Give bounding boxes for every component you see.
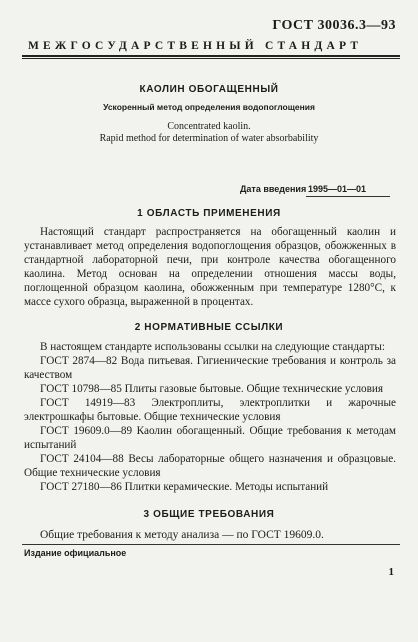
intro-date-value: 1995—01—01	[308, 184, 367, 194]
section-2-heading: 2 НОРМАТИВНЫЕ ССЫЛКИ	[134, 322, 284, 333]
section-1-heading: 1 ОБЛАСТЬ ПРИМЕНЕНИЯ	[137, 208, 281, 219]
reference-item: ГОСТ 10798—85 Плиты газовые бытовые. Общие технические условия	[40, 383, 384, 395]
section-3-body	[24, 528, 396, 542]
interstate-standard-banner: МЕЖГОСУДАРСТВЕННЫЙ СТАНДАРТ	[28, 40, 363, 52]
english-title: Concentrated kaolin.	[167, 121, 251, 132]
reference-item: ГОСТ 2874—82 Вода питьевая. Гигиенические требования и контроль за качеством	[24, 355, 396, 381]
reference-item: ГОСТ 19609.0—89 Каолин обогащенный. Общие требования к методам испытаний	[24, 425, 396, 451]
section-2-intro: В настоящем стандарте использованы ссылки на следующие стандарты:	[40, 341, 385, 353]
intro-date-underline	[306, 196, 390, 197]
header-rule-thin	[22, 58, 400, 59]
english-subtitle: Rapid method for determination of water absorbability	[99, 133, 319, 144]
page-number: 1	[388, 566, 394, 578]
footer-rule	[22, 544, 400, 545]
gost-number: ГОСТ 30036.3—93	[272, 18, 396, 33]
document-subtitle: Ускоренный метод определения водопоглощения	[103, 102, 315, 112]
section-1-paragraph: Настоящий стандарт распространяется на обогащенный каолин и устанавливает метод определения водопоглощения образцов, обожженных в стандартной лабораторной печи, при контроле качества обогащенного каолина. Метод основан на определении отношения массы воды, поглощенной образцом каолина, обожженным при температуре 1280°С, к массе сухого образца, выраженной в процентах.	[24, 226, 396, 308]
intro-date-label: Дата введения	[240, 184, 307, 194]
reference-item: ГОСТ 14919—83 Электроплиты, электроплитки и жарочные электрошкафы бытовые. Общие технические условия	[24, 397, 396, 423]
official-edition-label: Издание официальное	[24, 548, 127, 558]
document-title: КАОЛИН ОБОГАЩЕННЫЙ	[139, 84, 279, 95]
section-1-body	[24, 225, 396, 309]
section-3-heading: 3 ОБЩИЕ ТРЕБОВАНИЯ	[143, 509, 275, 520]
section-2-body	[24, 340, 396, 494]
reference-item: ГОСТ 24104—88 Весы лабораторные общего назначения и образцовые. Общие технические условия	[24, 453, 396, 479]
header-rule	[22, 55, 400, 57]
reference-item: ГОСТ 27180—86 Плитки керамические. Методы испытаний	[40, 481, 329, 493]
section-3-paragraph: Общие требования к методу анализа — по ГОСТ 19609.0.	[40, 529, 324, 541]
